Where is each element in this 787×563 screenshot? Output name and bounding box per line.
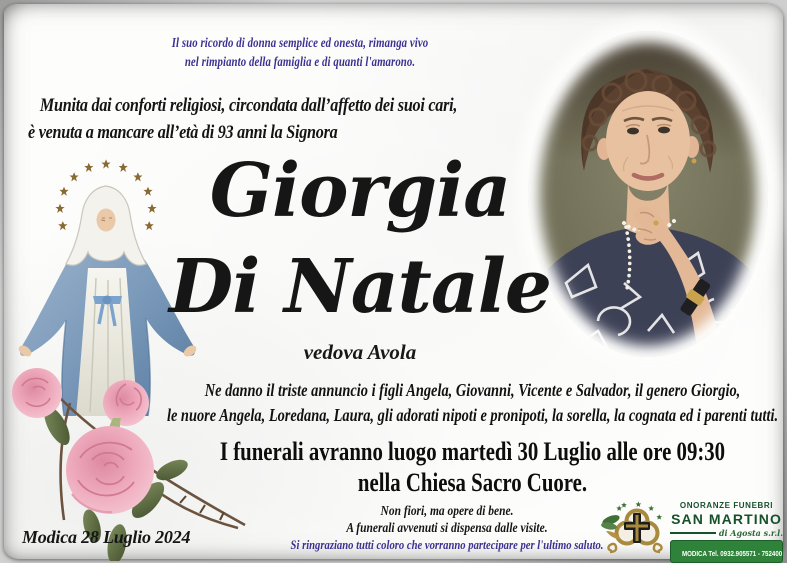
funeral-home-category: ONORANZE FUNEBRI [679, 501, 774, 510]
epigraph-line1: Il suo ricordo di donna semplice ed onesta, rimanga vivo [171, 35, 429, 50]
funeral-home-logo [600, 497, 784, 559]
funeral-line2: nella Chiesa Sacro Cuore. [357, 468, 588, 497]
epigraph [120, 33, 480, 71]
thanks-line: Si ringraziano tutti coloro che vorranno partecipare per l'ultimo saluto. [290, 538, 604, 552]
funeral-home-text [670, 501, 783, 563]
funeral-home-contact-bar [670, 540, 783, 563]
notice-line1: Non fiori, ma opere di bene. [380, 503, 514, 518]
funeral-home-emblem-icon [600, 499, 670, 557]
final-notices [277, 503, 617, 554]
emblem-scrolls [608, 544, 661, 552]
announcement-line1: Ne danno il triste annuncio i figli Angela, Giovanni, Vicente e Salvador, il genero Giorgio, [204, 380, 741, 400]
intro-line1: Munita dai conforti religiosi, circondata dall’affetto dei suoi cari, [39, 95, 458, 116]
intro-text [28, 92, 487, 146]
deceased-name [40, 143, 680, 335]
deceased-first-name: Giorgia [209, 148, 511, 234]
funeral-home-name: SAN MARTINO [671, 511, 782, 527]
announcement-line2: le nuore Angela, Loredana, Laura, gli adorati nipoti e pronipoti, la sorella, la cognata ed i parenti tutti. [166, 405, 779, 425]
emblem-trefoil-cross [617, 511, 658, 544]
widow-note: vedova Avola [303, 340, 417, 364]
deceased-last-name: Di Natale [169, 244, 551, 330]
epigraph-line2: nel rimpianto della famiglia e di quanti l'amarono. [184, 54, 416, 69]
funeral-home-subname: di Agosta s.r.l. [718, 528, 783, 538]
funeral-home-contact: MODICA Tel. 0932.905571 - 752400 [681, 548, 783, 558]
intro-line2: è venuta a mancare all’età di 93 anni la Signora [28, 122, 338, 143]
announcement [159, 378, 787, 428]
logo-divider [670, 532, 716, 534]
notice-line2: A funerali avvenuti si dispensa dalle visite. [346, 519, 548, 535]
funeral-line1: I funerali avranno luogo martedì 30 Luglio alle ore 09:30 [219, 437, 726, 466]
dateline: Modica 28 Luglio 2024 [22, 527, 191, 547]
funeral-home-subname-row [670, 528, 783, 538]
funeral-info [159, 436, 787, 498]
